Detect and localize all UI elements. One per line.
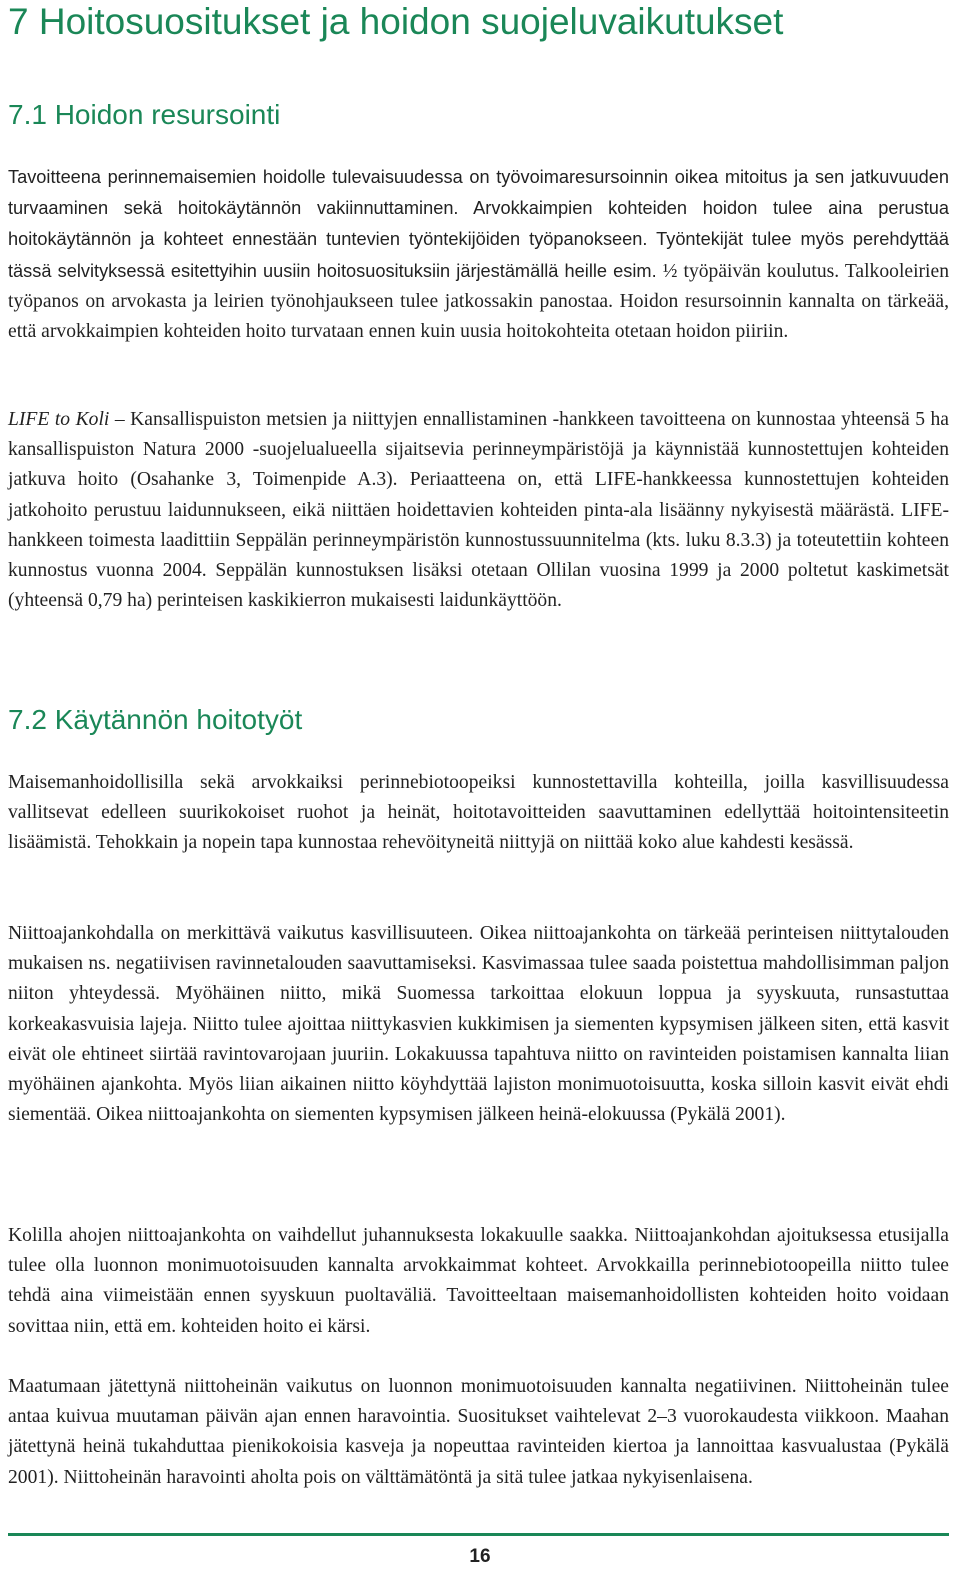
paragraph-maisemanhoito: Maisemanhoidollisilla sekä arvokkaiksi perinnebiotoopeiksi kunnostettavilla kohteilla, joilla kasvillisuudessa vallitsevat edelleen suurikokoiset ruohot ja heinät, hoitotavoitteiden saavuttaminen edellyttää hoitointensiteetin lisäämistä. Tehokkain ja nopein tapa kunnostaa rehevöityneitä niittyjä on niittää koko alue kahdesti kesässä. xyxy=(8,772,949,854)
paragraph-kolilla: Kolilla ahojen niittoajankohta on vaihdellut juhannuksesta lokakuulle saakka. Niittoajankohdan ajoituksessa etusijalla tulee olla luonnon monimuotoisuuden kannalta arvokkaimmat kohteet. Arvokkailla perinnebiotoopeilla niitto tulee tehdä aina viimeistään ennen syyskuun puoltaväliä. Tavoitteeltaan maisemanhoidollisten kohteiden hoito voidaan sovittaa niin, että em. kohteiden hoito ei kärsi. xyxy=(8,1225,949,1337)
paragraph-resursointi xyxy=(8,162,949,347)
project-name: LIFE to Koli xyxy=(8,409,110,430)
page-number: 16 xyxy=(469,1546,491,1567)
paragraph-life-to-koli-text: – Kansallispuiston metsien ja niittyjen ennallistaminen -hankkeen tavoitteena on kunnostaa yhteensä 5 ha kansallispuiston Natura 2000 -suojelualueella sijaitsevia perinneympäristöjä ja käynnistää kunnostettujen kohteiden jatkuva hoito (Osahanke 3, Toimenpide A.3). Periaatteena on, että LIFE-hankkeessa kunnostettujen kohteiden jatkohoito perustuu laidunnukseen, eikä niittäen hoidettavien kohteiden pinta-ala lisäänny nykyisestä määrästä. LIFE-hankkeen toimesta laadittiin Seppälän perinneympäristön kunnostussuunnitelma (kts. luku 8.3.3) ja toteutettiin kohteen kunnostus vuonna 2004. Seppälän kunnostuksen lisäksi otetaan Ollilan vuosina 1999 ja 2000 poltetut kaskimetsät (yhteensä 0,79 ha) perinteisen kaskikierron mukaisesti laidunkäyttöön. xyxy=(8,409,950,612)
chapter-title: 7 Hoitosuositukset ja hoidon suojeluvaikutukset xyxy=(8,1,784,42)
paragraph-resursointi-text-a: Tavoitteena perinnemaisemien hoidolle tulevaisuudessa on työvoimaresursoinnin oikea mitoitus ja sen jatkuvuuden turvaaminen sekä hoitokäytännön vakiinnuttaminen. Arvokkaimpien kohteiden hoidon tulee aina perustua hoitokäytännön ja kohteet ennestään tuntevien työntekijöiden työpanokseen. Työntekijät tulee myös perehdyttää tässä selvityksessä esitettyihin uusiin hoitosuosituksiin järjestämällä heille esim. xyxy=(8,167,949,281)
paragraph-niittoajankohta: Niittoajankohdalla on merkittävä vaikutus kasvillisuuteen. Oikea niittoajankohta on tärkeää perinteisen niittytalouden mukaisen ns. negatiivisen ravinnetalouden saavuttamiseksi. Kasvimassaa tulee saada poistettua mahdollisimman paljon niiton yhteydessä. Myöhäinen niitto, mikä Suomessa tarkoittaa elokuun loppua ja syyskuuta, runsastuttaa korkeakasvuisia lajeja. Niitto tulee ajoittaa niittykasvien kukkimisen ja siementen kypsymisen jälkeen siten, että kasvit eivät ole ehtineet siirtää ravintovarojaan juuriin. Lokakuussa tapahtuva niitto on ravinteiden poistamisen kannalta liian myöhäinen ajankohta. Myös liian aikainen niitto köyhdyttää lajiston monimuotoisuutta, koska silloin kasvit eivät ehdi siementää. Oikea niittoajankohta on siementen kypsymisen jälkeen heinä-elokuussa (Pykälä 2001). xyxy=(8,923,949,1126)
paragraph-resursointi-text-b: ½ työpäivän koulutus. Talkooleirien työpanos on arvokasta ja leirien työnohjaukseen tulee jatkossakin panostaa. Hoidon resursoinnin kannalta on tärkeää, että arvokkaimpien kohteiden hoito turvataan ennen kuin uusia hoitokohteita otetaan hoidon piiriin. xyxy=(8,260,949,343)
paragraph-life-to-koli xyxy=(8,405,949,616)
section-heading-hoitotyot: 7.2 Käytännön hoitotyöt xyxy=(8,704,303,735)
section-heading-resursointi: 7.1 Hoidon resursointi xyxy=(8,99,281,130)
paragraph-maatumaan: Maatumaan jätettynä niittoheinän vaikutus on luonnon monimuotoisuuden kannalta negatiivinen. Niittoheinän tulee antaa kuivua muutaman päivän ajan ennen haravointia. Suositukset vaihtelevat 2–3 vuorokaudesta viikkoon. Maahan jätettynä heinä tukahduttaa pienikokoisia kasveja ja nopeuttaa ravinteiden kiertoa ja lannoittaa kasvualustaa (Pykälä 2001). Niittoheinän haravointi aholta pois on välttämätöntä ja sitä tulee jatkaa nykyisenlaisena. xyxy=(8,1376,949,1488)
footer-rule xyxy=(8,1533,949,1536)
